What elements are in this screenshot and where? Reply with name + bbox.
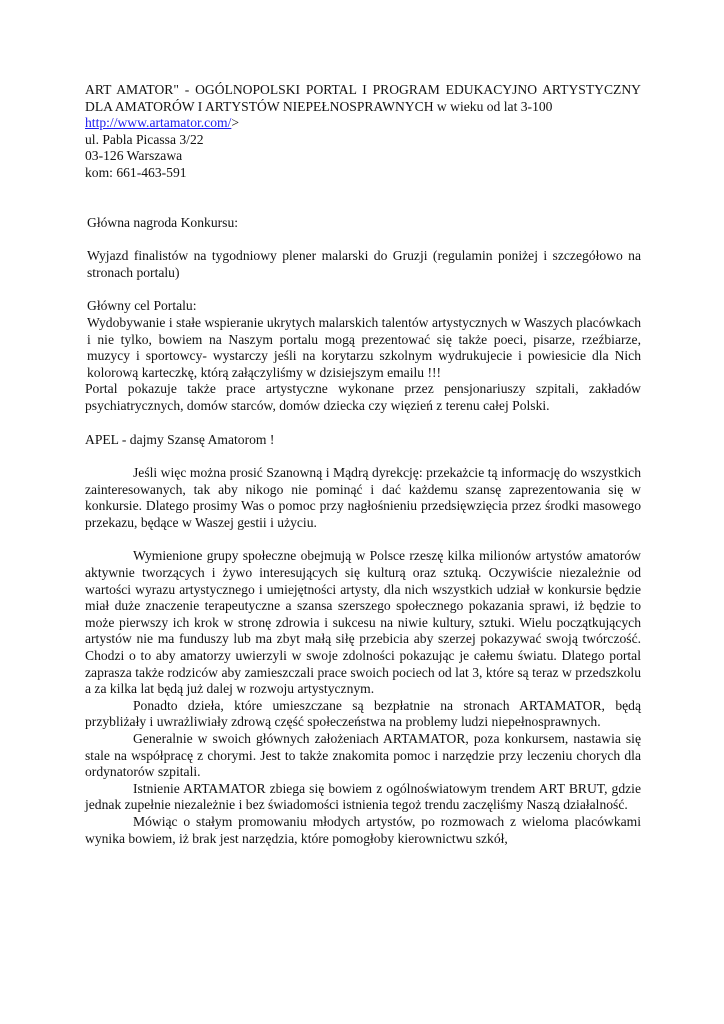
website-line [85,115,641,132]
address-city: 03-126 Warszawa [85,148,183,164]
document-page [85,82,641,847]
prize-text: Wyjazd finalistów na tygodniowy plener malarski do Gruzji (regulamin poniżej i szczegółowo na stronach portalu) [87,248,641,280]
phone-number: kom: 661-463-591 [85,164,187,180]
website-suffix: > [231,115,240,131]
appeal-heading: APEL - dajmy Szansę Amatorom ! [85,431,275,447]
appeal-paragraph-2: Wymienione grupy społeczne obejmują w Polsce rzeszę kilka milionów artystów amatorów aktywnie tworzących i żywo interesujących się kulturą oraz sztuką. Oczywiście niezależnie od wartości wyrazu artystycznego i umiejętności artysty, dla nich wszystkich udział w konkursie będzie miał duże znaczenie terapeutyczne a szansa szerszego społecznego pokazania sprawi, iż będzie to może pierwszy ich krok w stronę zdrowia i sukcesu na niwie kultury, sztuki. Wielu początkujących artystów nie ma funduszy lub ma zbyt małą siłę przebicia aby szerzej pokazywać swoją twórczość. Chodzi o to aby amatorzy uwierzyli w swoje zdolności pokazując je całemu światu. Dlatego portal zaprasza także rodziców aby zamieszczali prace swoich pociech od lat 3, które są teraz w przedszkolu a za kilka lat będą już dalej w rozwoju artystycznym. [85,548,641,697]
appeal-paragraph-6: Mówiąc o stałym promowaniu młodych artystów, po rozmowach z wieloma placówkami wynika bowiem, iż brak jest narzędzia, które pomogłoby kierownictwu szkół, [85,813,641,846]
appeal-paragraph-5: Istnienie ARTAMATOR zbiega się bowiem z ogólnoświatowym trendem ART BRUT, gdzie jednak zupełnie niezależnie i bez świadomości istnienia tegoż trendu zaczęliśmy Naszą działalność. [85,780,641,813]
website-link[interactable]: http://www.artamator.com/ [85,115,232,131]
appeal-paragraph-1: Jeśli więc można prosić Szanowną i Mądrą dyrekcję: przekażcie tą informację do wszystkich zainteresowanych, tak aby nikogo nie pominąć i dać każdemu szansę zaprezentowania się w konkursie. Dlatego prosimy Was o pomoc przy nagłośnieniu przedsięwzięcia przez środki masowego przekazu, będące w Waszej gestii i użyciu. [85,465,641,530]
prize-heading: Główna nagroda Konkursu: [87,214,239,230]
address-street: ul. Pabla Picassa 3/22 [85,131,204,147]
appeal-paragraph-4: Generalnie w swoich głównych założeniach ARTAMATOR, poza konkursem, nastawia się stale na współpracę z chorymi. Jest to także znakomita pomoc i narzędzie przy leczeniu chorych dla ordynatorów szpitali. [85,731,641,780]
goal-heading: Główny cel Portalu: [87,298,197,314]
document-title: ART AMATOR" - OGÓLNOPOLSKI PORTAL I PROGRAM EDUKACYJNO ARTYSTYCZNY DLA AMATORÓW I ARTYSTÓW NIEPEŁNOSPRAWNYCH w wieku od lat 3-100 [85,82,641,114]
goal-text-2: Portal pokazuje także prace artystyczne wykonane przez pensjonariuszy szpitali, zakładów psychiatrycznych, domów starców, domów dziecka czy więzień z terenu całej Polski. [85,381,641,413]
goal-text: Wydobywanie i stałe wspieranie ukrytych malarskich talentów artystycznych w Waszych placówkach i nie tylko, bowiem na Naszym portalu mogą prezentować się także poeci, pisarze, rzeźbiarze, muzycy i sportowcy- wystarczy jeśli na korytarzu szkolnym wydrukujecie i powiesicie dla Nich kolorową karteczkę, którą załączyliśmy w dzisiejszym emailu !!! [87,314,641,380]
appeal-paragraph-3: Ponadto dzieła, które umieszczane są bezpłatnie na stronach ARTAMATOR, będą przybliżały i uwrażliwiały zdrową część społeczeństwa na problemy ludzi niepełnosprawnych. [85,697,641,730]
